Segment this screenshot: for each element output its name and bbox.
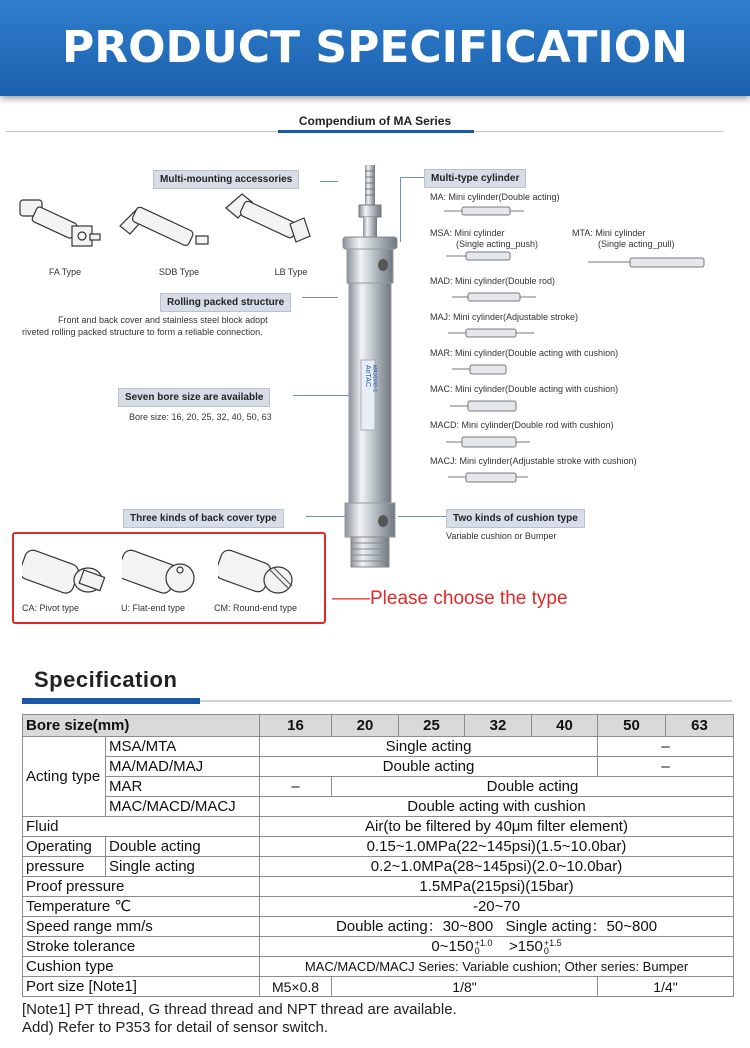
port-size-50-63: 1/4" (598, 977, 734, 997)
multi-type-cylinder-label: Multi-type cylinder (424, 169, 526, 188)
bore-20: 20 (332, 715, 399, 737)
bore-size-header: Bore size(mm) (23, 715, 260, 737)
mta-desc-2: (Single acting_pull) (598, 239, 675, 249)
rolling-structure-label: Rolling packed structure (160, 293, 291, 312)
macd-desc: MACD: Mini cylinder(Double rod with cushion) (430, 420, 614, 430)
multi-mounting-label: Multi-mounting accessories (153, 170, 299, 189)
specification-table (22, 714, 734, 997)
mac-desc: MAC: Mini cylinder(Double acting with cushion) (430, 384, 619, 394)
fluid-label: Fluid (23, 817, 260, 837)
temperature-value: -20~70 (260, 897, 734, 917)
ca-pivot-label: CA: Pivot type (22, 603, 80, 613)
bore-63: 63 (666, 715, 734, 737)
stroke-tol-1-lower: 0 (474, 945, 480, 956)
table-row (23, 857, 734, 877)
sdb-type-label: SDB Type (158, 267, 200, 277)
compendium-rule-accent (278, 130, 474, 133)
acting-type-label (23, 737, 106, 817)
page-title: PRODUCT SPECIFICATION (61, 22, 689, 73)
cushion-type-label: Two kinds of cushion type (446, 509, 585, 528)
cushion-type-row-label: Cushion type (23, 957, 260, 977)
acting-model: MAC/MACD/MACJ (106, 797, 260, 817)
table-row (23, 777, 734, 797)
table-row (23, 937, 734, 957)
bore-40: 40 (532, 715, 598, 737)
bore-25: 25 (399, 715, 465, 737)
round-end-type-icon (218, 540, 308, 598)
double-acting-pressure: 0.15~1.0MPa(22~145psi)(1.5~10.0bar) (260, 837, 734, 857)
table-row (23, 897, 734, 917)
macj-desc: MACJ: Mini cylinder(Adjustable stroke with cushion) (430, 456, 637, 466)
cm-round-end-label: CM: Round-end type (214, 603, 298, 613)
mini-cylinder-variants (440, 200, 730, 490)
specification-heading: Specification (34, 667, 178, 692)
model-text: MA16X40-S (371, 365, 377, 392)
port-size-label: Port size [Note1] (23, 977, 260, 997)
port-size-16: M5×0.8 (260, 977, 332, 997)
speed-range-value: Double acting：30~800 Single acting：50~800 (260, 917, 734, 937)
header-banner (0, 0, 750, 96)
rolling-desc-2: riveted rolling packed structure to form a reliable connection. (22, 327, 263, 337)
msa-desc-1: MSA: Mini cylinder (430, 228, 505, 238)
stroke-range-2: >150 (509, 937, 543, 955)
acting-value: – (260, 777, 332, 797)
mad-desc: MAD: Mini cylinder(Double rod) (430, 276, 556, 286)
stroke-tolerance-label: Stroke tolerance (23, 937, 260, 957)
mar-desc: MAR: Mini cylinder(Double acting with cushion) (430, 348, 619, 358)
spec-header-row (23, 715, 734, 737)
operating-pressure-label-2: pressure (23, 857, 106, 877)
choose-type-note: ——Please choose the type (332, 588, 568, 609)
brand-text: AirTAC (364, 365, 371, 388)
bore-50: 50 (598, 715, 666, 737)
note-add: Add) Refer to P353 for detail of sensor switch. (22, 1019, 328, 1036)
fluid-value: Air(to be filtered by 40μm filter element) (260, 817, 734, 837)
notes (22, 1001, 457, 1037)
acting-value: Single acting (260, 737, 598, 757)
acting-value-large: – (598, 757, 734, 777)
mini-cylinder-illustration (325, 165, 415, 575)
double-acting-label: Double acting (106, 837, 260, 857)
operating-pressure-label-1: Operating (23, 837, 106, 857)
mta-desc-1: MTA: Mini cylinder (572, 228, 646, 238)
bore-size-desc: Bore size: 16, 20, 25, 32, 40, 50, 63 (129, 412, 272, 422)
stroke-range-1: 0~150 (431, 937, 474, 955)
table-row (23, 837, 734, 857)
stroke-tol-1-upper: +1.0 (474, 937, 493, 948)
temperature-label: Temperature ℃ (23, 897, 260, 917)
speed-range-label: Speed range mm/s (23, 917, 260, 937)
table-row (23, 977, 734, 997)
sdb-mount-icon (116, 196, 216, 254)
table-row (23, 917, 734, 937)
single-acting-pressure: 0.2~1.0MPa(28~145psi)(2.0~10.0bar) (260, 857, 734, 877)
lb-type-label: LB Type (274, 267, 308, 277)
bore-size-label: Seven bore size are available (118, 388, 270, 407)
bore-leader (293, 395, 349, 396)
port-size-20-40: 1/8" (332, 977, 598, 997)
rolling-leader (302, 297, 338, 298)
table-row (23, 757, 734, 777)
rolling-desc-1: Front and back cover and stainless steel block adopt (58, 315, 268, 325)
note-1: [Note1] PT thread, G thread thread and NPT thread are available. (22, 1001, 457, 1018)
cushion-type-desc: Variable cushion or Bumper (446, 531, 557, 541)
flat-end-type-icon (122, 540, 202, 598)
acting-model: MA/MAD/MAJ (106, 757, 260, 777)
stroke-tolerance-value (260, 937, 734, 957)
specification-bar (22, 698, 200, 704)
u-flat-end-label: U: Flat-end type (121, 603, 186, 613)
proof-pressure-value: 1.5MPa(215psi)(15bar) (260, 877, 734, 897)
ma-desc: MA: Mini cylinder(Double acting) (430, 192, 560, 202)
cushion-type-value: MAC/MACD/MACJ Series: Variable cushion; Other series: Bumper (260, 957, 734, 977)
proof-pressure-label: Proof pressure (23, 877, 260, 897)
cylinder-leader-v (400, 177, 401, 242)
single-acting-label: Single acting (106, 857, 260, 877)
bore-32: 32 (465, 715, 532, 737)
table-row (23, 877, 734, 897)
acting-value: Double acting with cushion (260, 797, 734, 817)
table-row (23, 817, 734, 837)
specification-rule (200, 700, 732, 702)
cushion-leader (398, 516, 446, 517)
cylinder-leader (400, 177, 424, 178)
stroke-tol-2-upper: +1.5 (543, 937, 562, 948)
acting-value: Double acting (260, 757, 598, 777)
table-row (23, 737, 734, 757)
fa-type-label: FA Type (48, 267, 82, 277)
mounting-leader (320, 181, 338, 182)
acting-model: MSA/MTA (106, 737, 260, 757)
back-cover-label: Three kinds of back cover type (123, 509, 284, 528)
fa-mount-icon (14, 192, 104, 254)
acting-model: MAR (106, 777, 260, 797)
table-row (23, 797, 734, 817)
acting-value-large: Double acting (332, 777, 734, 797)
msa-desc-2: (Single acting_push) (456, 239, 539, 249)
back-cover-leader (306, 516, 346, 517)
stroke-tol-2-lower: 0 (543, 945, 549, 956)
bore-16: 16 (260, 715, 332, 737)
table-row (23, 957, 734, 977)
lb-mount-icon (220, 188, 320, 254)
acting-value-large: – (598, 737, 734, 757)
compendium-title: Compendium of MA Series (298, 114, 452, 128)
maj-desc: MAJ: Mini cylinder(Adjustable stroke) (430, 312, 579, 322)
pivot-type-icon (22, 540, 112, 598)
acting-type-text: Acting type (26, 768, 101, 785)
